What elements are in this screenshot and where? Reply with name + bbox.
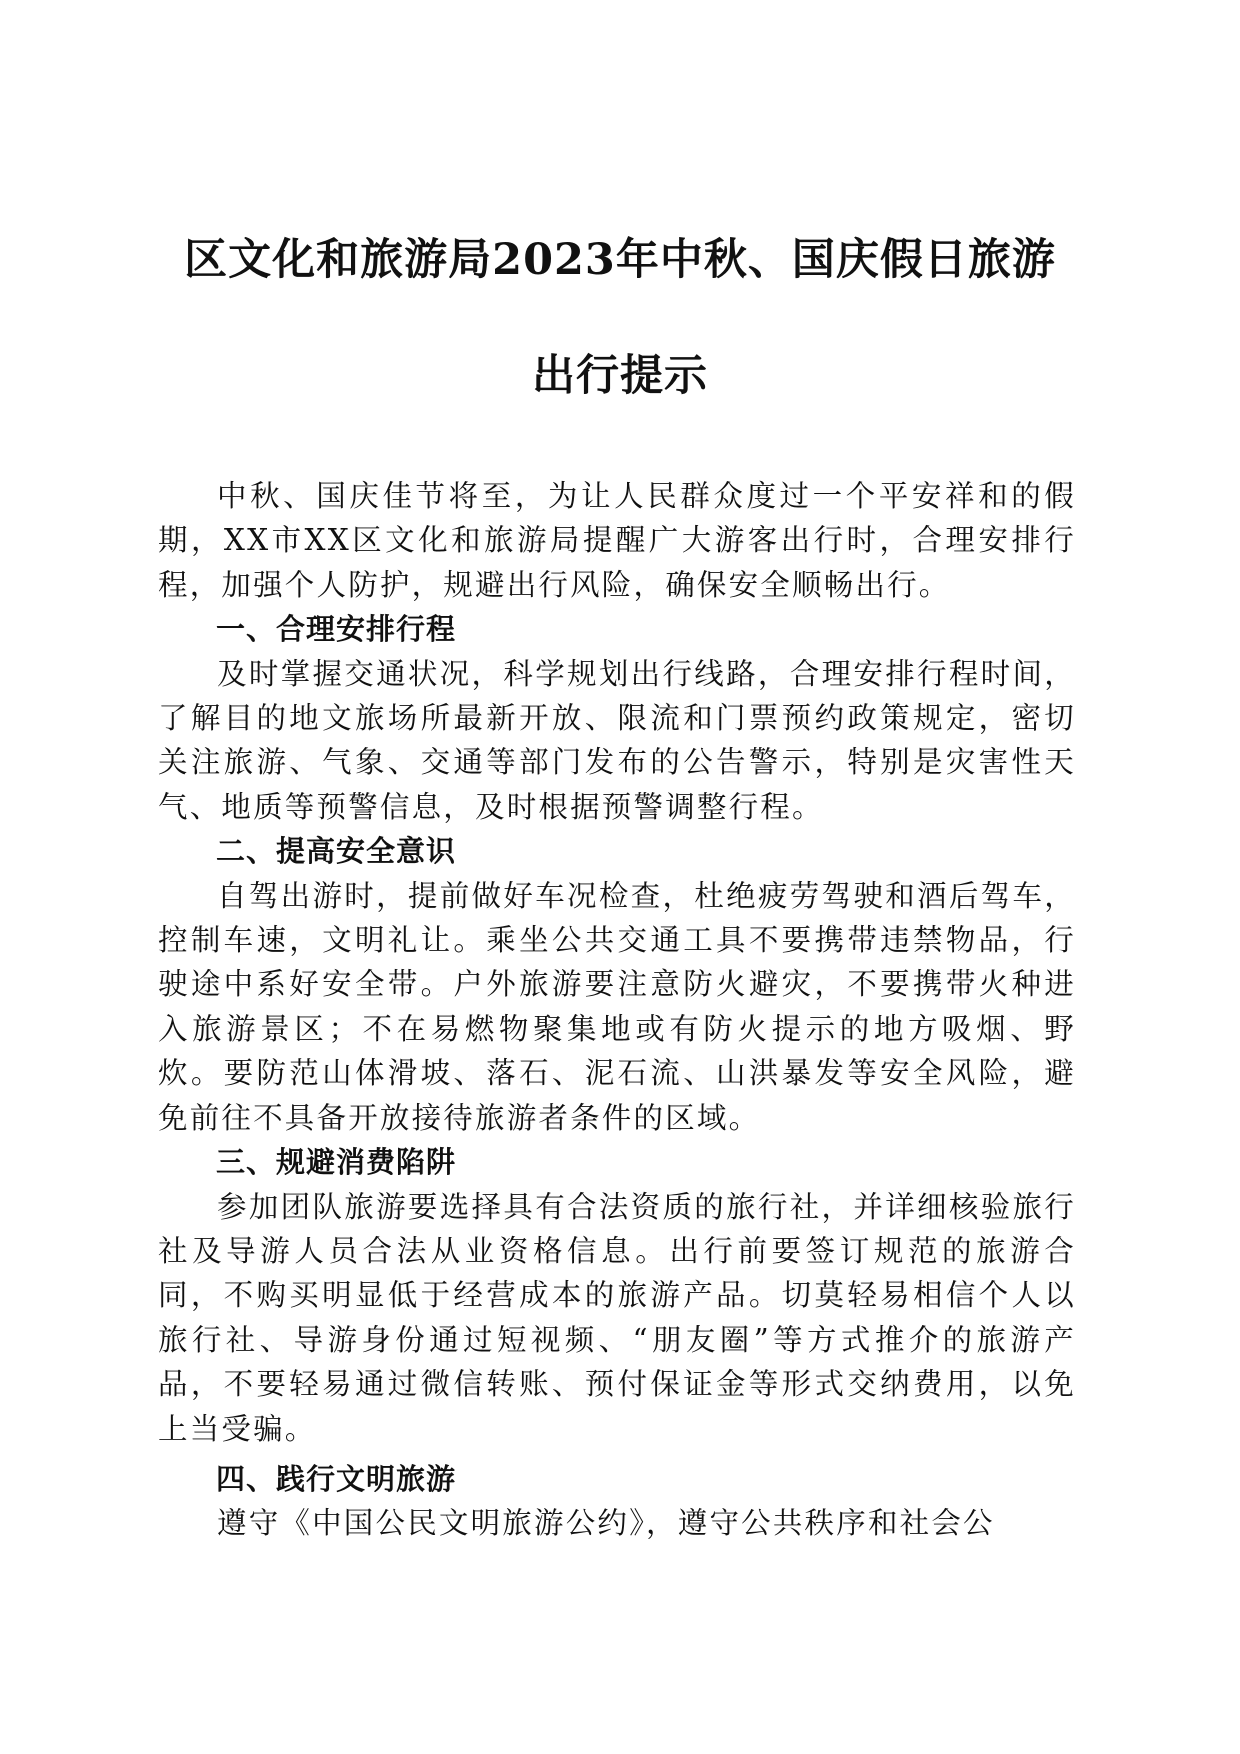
document-title-line-1: 区文化和旅游局2023年中秋、国庆假日旅游 [184, 235, 1056, 285]
section-heading-1: 一、合理安排行程 [216, 612, 457, 647]
intro-paragraph: 中秋、国庆佳节将至，为让人民群众度过一个平安祥和的假期，XX市XX区文化和旅游局提醒广大游客出行时，合理安排行程，加强个人防护，规避出行风险，确保安全顺畅出行。 [158, 479, 1076, 602]
section-heading-2: 二、提高安全意识 [216, 834, 457, 869]
section-heading-3: 三、规避消费陷阱 [216, 1145, 457, 1180]
document-title-line-2: 出行提示 [532, 351, 708, 401]
document-body [158, 474, 1076, 1546]
section-body-1: 及时掌握交通状况，科学规划出行线路，合理安排行程时间，了解目的地文旅场所最新开放、限流和门票预约政策规定，密切关注旅游、气象、交通等部门发布的公告警示，特别是灾害性天气、地质等预警信息，及时根据预警调整行程。 [158, 656, 1076, 824]
section-body-4: 遵守《中国公民文明旅游公约》，遵守公共秩序和社会公 [217, 1506, 995, 1541]
section-body-3: 参加团队旅游要选择具有合法资质的旅行社，并详细核验旅行社及导游人员合法从业资格信息。出行前要签订规范的旅游合同，不购买明显低于经营成本的旅游产品。切莫轻易相信个人以旅行社、导游身份通过短视频、“朋友圈”等方式推介的旅游产品，不要轻易通过微信转账、预付保证金等形式交纳费用，以免上当受骗。 [158, 1189, 1076, 1446]
section-heading-4: 四、践行文明旅游 [216, 1461, 457, 1496]
section-body-2: 自驾出游时，提前做好车况检查，杜绝疲劳驾驶和酒后驾车，控制车速，文明礼让。乘坐公共交通工具不要携带违禁物品，行驶途中系好安全带。户外旅游要注意防火避灾，不要携带火种进入旅游景区；不在易燃物聚集地或有防火提示的地方吸烟、野炊。要防范山体滑坡、落石、泥石流、山洪暴发等安全风险，避免前往不具备开放接待旅游者条件的区域。 [158, 878, 1076, 1135]
